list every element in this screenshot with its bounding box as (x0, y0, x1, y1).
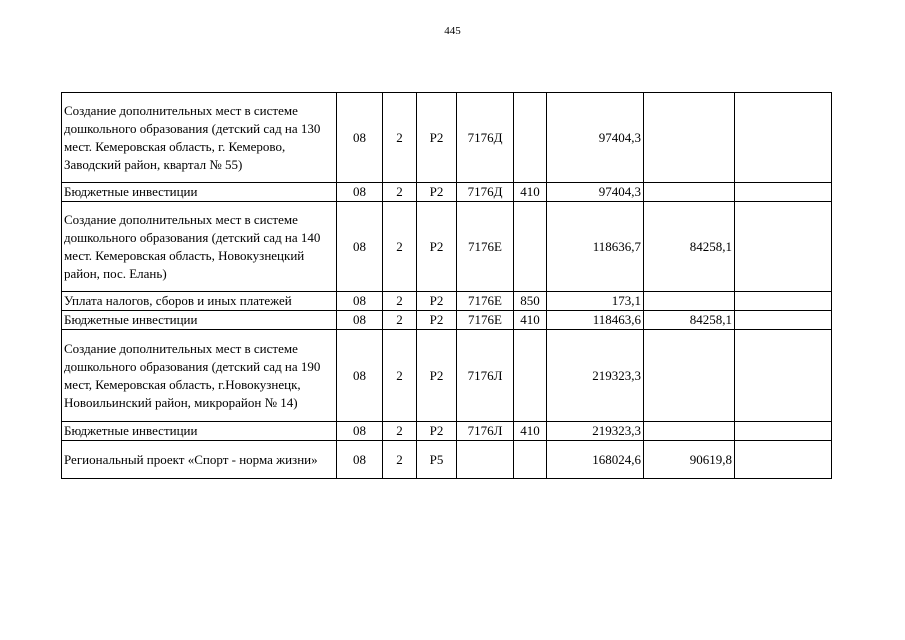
cell-section: 08 (337, 311, 383, 330)
cell-direction: 7176Л (457, 330, 514, 422)
cell-program: Р2 (417, 292, 457, 311)
table-body (62, 93, 832, 479)
cell-subsection: 2 (383, 422, 417, 441)
cell-sum-2 (644, 183, 735, 202)
cell-subsection: 2 (383, 292, 417, 311)
table-row (62, 202, 832, 292)
cell-subsection: 2 (383, 93, 417, 183)
cell-sum-1: 173,1 (547, 292, 644, 311)
table-row (62, 441, 832, 479)
table-row (62, 330, 832, 422)
cell-program: Р2 (417, 330, 457, 422)
cell-sum-2: 84258,1 (644, 311, 735, 330)
cell-sum-1: 219323,3 (547, 330, 644, 422)
cell-program: Р2 (417, 183, 457, 202)
cell-sum-2: 90619,8 (644, 441, 735, 479)
cell-name: Создание дополнительных мест в системе дошкольного образования (детский сад на 130 мест. Кемеровская область, г. Кемерово, Заводский район, квартал № 55) (62, 93, 337, 183)
cell-sum-2 (644, 422, 735, 441)
cell-direction: 7176Е (457, 311, 514, 330)
cell-expense-type (514, 202, 547, 292)
cell-sum-2 (644, 292, 735, 311)
cell-name: Бюджетные инвестиции (62, 311, 337, 330)
cell-direction: 7176Д (457, 93, 514, 183)
cell-section: 08 (337, 330, 383, 422)
cell-sum-2 (644, 93, 735, 183)
cell-sum-3 (735, 330, 832, 422)
table-row (62, 292, 832, 311)
cell-section: 08 (337, 422, 383, 441)
cell-program: Р2 (417, 93, 457, 183)
table-row (62, 311, 832, 330)
cell-sum-1: 219323,3 (547, 422, 644, 441)
cell-name: Бюджетные инвестиции (62, 422, 337, 441)
cell-name: Уплата налогов, сборов и иных платежей (62, 292, 337, 311)
cell-sum-2 (644, 330, 735, 422)
cell-sum-1: 168024,6 (547, 441, 644, 479)
cell-program: Р2 (417, 202, 457, 292)
cell-sum-3 (735, 422, 832, 441)
cell-sum-3 (735, 311, 832, 330)
page-number: 445 (444, 25, 461, 37)
cell-program: Р5 (417, 441, 457, 479)
cell-subsection: 2 (383, 183, 417, 202)
cell-sum-1: 97404,3 (547, 183, 644, 202)
cell-sum-1: 97404,3 (547, 93, 644, 183)
cell-subsection: 2 (383, 330, 417, 422)
cell-sum-1: 118636,7 (547, 202, 644, 292)
cell-expense-type: 410 (514, 183, 547, 202)
cell-expense-type: 410 (514, 422, 547, 441)
cell-direction: 7176Л (457, 422, 514, 441)
table-row (62, 183, 832, 202)
cell-name: Бюджетные инвестиции (62, 183, 337, 202)
cell-direction (457, 441, 514, 479)
cell-subsection: 2 (383, 441, 417, 479)
budget-table (61, 92, 832, 479)
cell-section: 08 (337, 202, 383, 292)
cell-direction: 7176Е (457, 292, 514, 311)
cell-section: 08 (337, 292, 383, 311)
cell-expense-type: 850 (514, 292, 547, 311)
cell-direction: 7176Е (457, 202, 514, 292)
cell-section: 08 (337, 183, 383, 202)
cell-program: Р2 (417, 422, 457, 441)
cell-subsection: 2 (383, 311, 417, 330)
cell-section: 08 (337, 441, 383, 479)
cell-expense-type (514, 93, 547, 183)
cell-section: 08 (337, 93, 383, 183)
cell-sum-2: 84258,1 (644, 202, 735, 292)
cell-expense-type (514, 441, 547, 479)
cell-sum-3 (735, 202, 832, 292)
cell-sum-3 (735, 441, 832, 479)
table-row (62, 422, 832, 441)
cell-sum-1: 118463,6 (547, 311, 644, 330)
cell-expense-type (514, 330, 547, 422)
cell-name: Региональный проект «Спорт - норма жизни» (62, 441, 337, 479)
cell-name: Создание дополнительных мест в системе дошкольного образования (детский сад на 190 мест, Кемеровская область, г.Новокузнецк, Новоильинский район, микрорайон № 14) (62, 330, 337, 422)
cell-expense-type: 410 (514, 311, 547, 330)
cell-subsection: 2 (383, 202, 417, 292)
cell-direction: 7176Д (457, 183, 514, 202)
cell-sum-3 (735, 292, 832, 311)
table-row (62, 93, 832, 183)
cell-program: Р2 (417, 311, 457, 330)
cell-sum-3 (735, 93, 832, 183)
cell-sum-3 (735, 183, 832, 202)
cell-name: Создание дополнительных мест в системе дошкольного образования (детский сад на 140 мест. Кемеровская область, Новокузнецкий район, пос. Елань) (62, 202, 337, 292)
